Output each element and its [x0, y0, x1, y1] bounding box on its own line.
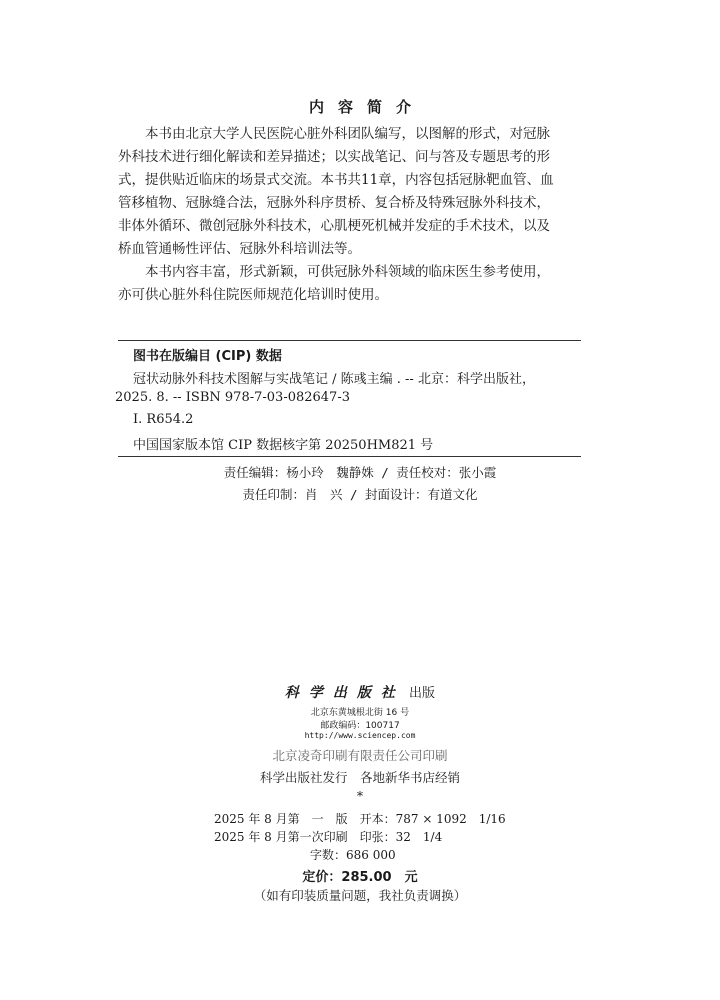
printer-line: 北京凌奇印刷有限责任公司印刷	[272, 748, 448, 763]
edition-line: 2025 年 8 月第 一 版 开本：787 × 1092 1/16	[214, 812, 506, 826]
separator-star: *	[356, 788, 364, 803]
cip-line: 2025. 8. -- ISBN 978-7-03-082647-3	[115, 390, 350, 405]
publisher-suffix: 出版	[404, 686, 436, 701]
editor-credits: 责任编辑：杨小玲 魏静姝 / 责任校对：张小霞	[223, 465, 497, 480]
publisher-line	[0, 682, 720, 702]
summary-line: 非体外循环、微创冠脉外科技术，心肌梗死机械并发症的手术技术，以及	[118, 218, 550, 234]
wordcount-line: 字数：686 000	[310, 848, 396, 862]
cip-bottom-rule	[118, 456, 581, 457]
publisher-brand: 科学出版社	[284, 685, 405, 701]
summary-line: 本书内容丰富，形式新颖，可供冠脉外科领域的临床医生参考使用，	[118, 264, 550, 280]
distributor-line: 科学出版社发行 各地新华书店经销	[259, 770, 460, 785]
publisher-postcode: 邮政编码：100717	[320, 721, 400, 731]
quality-note: （如有印装质量问题，我社负责调换）	[253, 888, 467, 903]
summary-line: 外科技术进行细化解读和差异描述；以实战笔记、问与答及专题思考的形	[118, 149, 550, 165]
cip-line: Ⅰ. R654.2	[133, 412, 194, 427]
cip-heading: 图书在版编目 (CIP) 数据	[133, 349, 282, 364]
summary-line: 亦可供心脏外科住院医师规范化培训时使用。	[118, 287, 388, 303]
summary-line: 管移植物、冠脉缝合法，冠脉外科序贯桥、复合桥及特殊冠脉外科技术，	[118, 195, 550, 211]
cip-line: 中国国家版本馆 CIP 数据核字第 20250HM821 号	[133, 438, 434, 453]
summary-line: 桥血管通畅性评估、冠脉外科培训法等。	[118, 241, 361, 257]
cip-top-rule	[118, 340, 581, 341]
publisher-address: 北京东黄城根北街 16 号	[310, 708, 410, 718]
printing-line: 2025 年 8 月第一次印刷 印张：32 1/4	[214, 830, 443, 844]
production-credits: 责任印制：肖 兴 / 封面设计：有道文化	[242, 487, 478, 502]
publisher-url: http://www.sciencep.com	[304, 731, 416, 740]
summary-title: 内容简介	[308, 98, 425, 116]
cip-line: 冠状动脉外科技术图解与实战笔记 / 陈彧主编 . -- 北京：科学出版社，	[133, 372, 535, 387]
summary-line: 本书由北京大学人民医院心脏外科团队编写，以图解的形式，对冠脉	[118, 126, 550, 142]
summary-line: 式，提供贴近临床的场景式交流。本书共11章，内容包括冠脉靶血管、血	[118, 172, 554, 188]
price: 定价：285.00 元	[302, 870, 418, 885]
